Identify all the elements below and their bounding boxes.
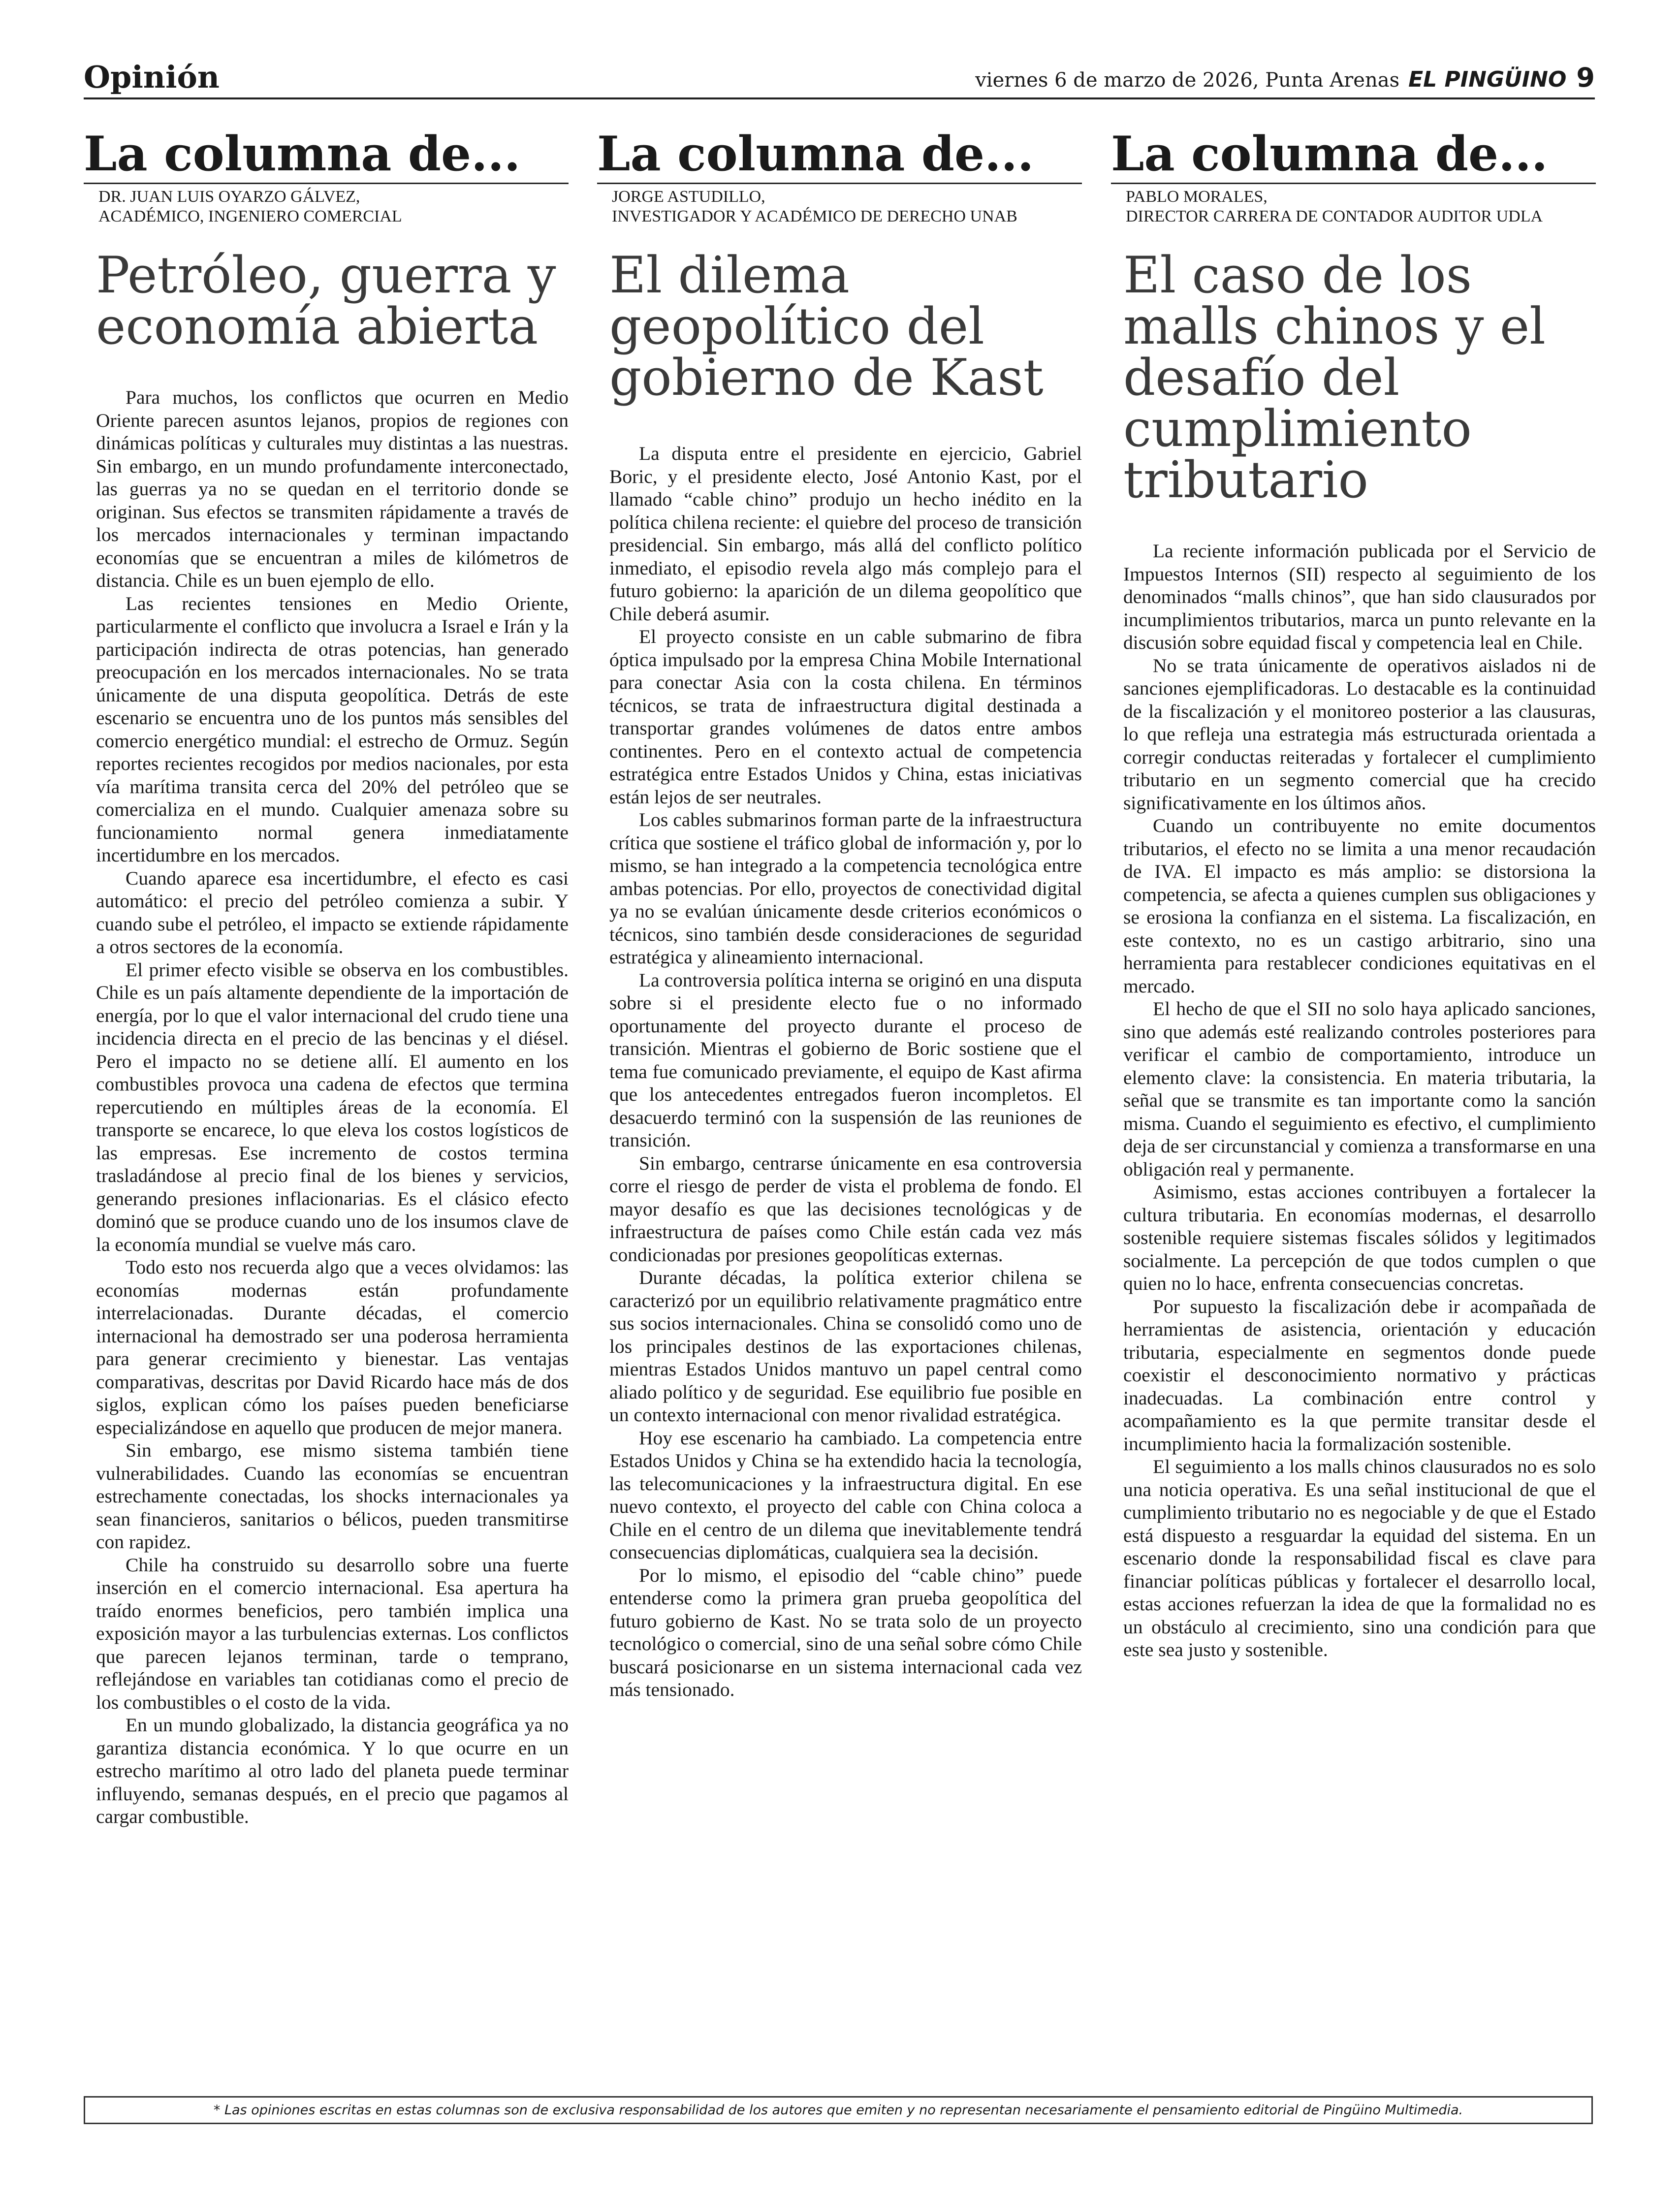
paragraph: Hoy ese escenario ha cambiado. La competencia entre Estados Unidos y China se ha extendido hacia la tecnología, las telecomunicaciones y la infraestructura digital. En ese nuevo contexto, el proyecto del cable con China coloca a Chile en el centro de un dilema que inevitablemente tendrá consecuencias diplomáticas, cualquiera sea la decisión.: [609, 1427, 1082, 1563]
page-header: [84, 59, 1595, 99]
article-headline: El dilema geopolítico del gobierno de Kast: [609, 246, 1044, 407]
disclaimer-footer: * Las opiniones escritas en estas columnas son de exclusiva responsabilidad de los autores que emiten y no representan necesariamente el pensamiento editorial de Pingüino Multimedia.: [84, 2096, 1593, 2124]
column-kicker: La columna de...: [84, 130, 569, 184]
paragraph: Para muchos, los conflictos que ocurren en Medio Oriente parecen asuntos lejanos, propios de regiones con dinámicas políticas y culturales muy distintas a las nuestras. Sin embargo, en un mundo profundamente interconectado, las guerras ya no se quedan en el territorio donde se originan. Sus efectos se transmiten rápidamente a través de los mercados internacionales y terminan impactando economías que se encuentran a miles de kilómetros de distancia. Chile es un buen ejemplo de ello.: [96, 386, 569, 591]
article-body: [609, 442, 1082, 1701]
article-body: [1123, 540, 1596, 1661]
date-place: viernes 6 de marzo de 2026, Punta Arenas: [975, 69, 1400, 92]
paragraph: Asimismo, estas acciones contribuyen a fortalecer la cultura tributaria. En economías modernas, el desarrollo sostenible requiere sistemas fiscales sólidos y legitimados socialmente. La percepción de que todos cumplen o que quien no lo hace, enfrenta consecuencias concretas.: [1123, 1181, 1596, 1294]
author-name: JORGE ASTUDILLO,: [612, 188, 765, 206]
author-byline: [1126, 187, 1596, 226]
author-name: DR. JUAN LUIS OYARZO GÁLVEZ,: [98, 188, 360, 206]
author-name: PABLO MORALES,: [1126, 188, 1268, 206]
article-headline: El caso de los malls chinos y el desafío del cumplimiento tributario: [1123, 246, 1546, 510]
paragraph: Sin embargo, ese mismo sistema también tiene vulnerabilidades. Cuando las economías se encuentran estrechamente conectadas, los shocks internacionales ya sean financieros, sanitarios o bélicos, pueden transmitirse con rapidez.: [96, 1439, 569, 1553]
opinion-column-1: [84, 126, 569, 1828]
author-byline: [98, 187, 569, 226]
paragraph: La controversia política interna se originó en una disputa sobre si el presidente electo fue o no informado oportunamente del proyecto durante el proceso de transición. Mientras el gobierno de Boric sostiene que el tema fue comunicado previamente, el equipo de Kast afirma que los antecedentes entregados fueron incompletos. El desacuerdo terminó con la suspensión de las reuniones de transición.: [609, 969, 1082, 1151]
paragraph: Las recientes tensiones en Medio Oriente, particularmente el conflicto que involucra a Israel e Irán y la participación indirecta de otras potencias, han generado preocupación en los mercados internacionales. No se trata únicamente de una disputa geopolítica. Detrás de este escenario se encuentra uno de los puntos más sensibles del comercio energético mundial: el estrecho de Ormuz. Según reportes recientes recogidos por medios nacionales, por esta vía marítima transita cerca del 20% del petróleo que se comercializa en el mundo. Cualquier amenaza sobre su funcionamiento normal genera inmediatamente incertidumbre en los mercados.: [96, 592, 569, 866]
section-title: Opinión: [84, 59, 220, 95]
paragraph: La reciente información publicada por el Servicio de Impuestos Internos (SII) respecto al seguimiento de los denominados “malls chinos”, que han sido clausurados por incumplimientos tributarios, marca un punto relevante en la discusión sobre equidad fiscal y competencia leal en Chile.: [1123, 540, 1596, 653]
opinion-column-3: [1111, 126, 1596, 1661]
paragraph: El primer efecto visible se observa en los combustibles. Chile es un país altamente dependiente de la importación de energía, por lo que el valor internacional del crudo tiene una incidencia directa en el precio de las bencinas y el diésel. Pero el impacto no se detiene allí. El aumento en los combustibles provoca una cadena de efectos que termina repercutiendo en múltiples áreas de la economía. El transporte se encarece, lo que eleva los costos logísticos de las empresas. Ese incremento de costos termina trasladándose al precio final de los bienes y servicios, generando presiones inflacionarias. Es el clásico efecto dominó que se produce cuando uno de los insumos clave de la economía mundial se vuelve más caro.: [96, 958, 569, 1255]
author-byline: [612, 187, 1082, 226]
header-info: [975, 62, 1595, 93]
paragraph: Por supuesto la fiscalización debe ir acompañada de herramientas de asistencia, orientación y educación tributaria, especialmente en segmentos donde puede coexistir el desconocimiento normativo y prácticas inadecuadas. La combinación entre control y acompañamiento es la que permite transitar desde el incumplimiento hacia la formalización sostenible.: [1123, 1295, 1596, 1455]
paragraph: El proyecto consiste en un cable submarino de fibra óptica impulsado por la empresa China Mobile International para conectar Asia con la costa chilena. En términos técnicos, se trata de infraestructura digital destinada a transportar grandes volúmenes de datos entre ambos continentes. Pero en el contexto actual de competencia estratégica entre Estados Unidos y China, estas iniciativas están lejos de ser neutrales.: [609, 626, 1082, 808]
paragraph: Chile ha construido su desarrollo sobre una fuerte inserción en el comercio internacional. Esa apertura ha traído enormes beneficios, pero también implica una exposición mayor a las turbulencias externas. Los conflictos que parecen lejanos terminan, tarde o temprano, reflejándose en variables tan cotidianas como el precio de los combustibles o el costo de la vida.: [96, 1554, 569, 1713]
newspaper-brand[interactable]: EL PINGÜINO: [1408, 67, 1567, 92]
opinion-column-2: [597, 126, 1082, 1701]
column-kicker: La columna de...: [597, 130, 1082, 184]
paragraph: Por lo mismo, el episodio del “cable chino” puede entenderse como la primera gran prueba geopolítica del futuro gobierno de Kast. No se trata solo de un proyecto tecnológico o comercial, sino de una señal sobre cómo Chile buscará posicionarse en un sistema internacional cada vez más tensionado.: [609, 1564, 1082, 1700]
paragraph: Sin embargo, centrarse únicamente en esa controversia corre el riesgo de perder de vista el problema de fondo. El mayor desafío es que las decisiones tecnológicas y de infraestructura de países como Chile están cada vez más condicionadas por presiones geopolíticas externas.: [609, 1152, 1082, 1266]
paragraph: Cuando aparece esa incertidumbre, el efecto es casi automático: el precio del petróleo comienza a subir. Y cuando sube el petróleo, el impacto se extiende rápidamente a otros sectores de la economía.: [96, 867, 569, 957]
paragraph: No se trata únicamente de operativos aislados ni de sanciones ejemplificadoras. Lo destacable es la continuidad de la fiscalización y el monitoreo posterior a las clausuras, lo que refleja una estrategia más estructurada orientada a corregir conductas reiteradas y fortalecer el cumplimiento tributario en un segmento comercial que ha crecido significativamente en los últimos años.: [1123, 654, 1596, 814]
paragraph: Durante décadas, la política exterior chilena se caracterizó por un equilibrio relativamente pragmático entre sus socios internacionales. China se consolidó como uno de los principales destinos de las exportaciones chilenas, mientras Estados Unidos mantuvo un papel central como aliado político y de seguridad. Ese equilibrio fue posible en un contexto internacional con menor rivalidad estratégica.: [609, 1267, 1082, 1426]
article-headline: Petróleo, guerra y economía abierta: [96, 246, 556, 356]
author-role: DIRECTOR CARRERA DE CONTADOR AUDITOR UDLA: [1126, 207, 1543, 225]
page-number: 9: [1576, 62, 1595, 93]
author-role: INVESTIGADOR Y ACADÉMICO DE DERECHO UNAB: [612, 207, 1017, 225]
paragraph: Cuando un contribuyente no emite documentos tributarios, el efecto no se limita a una menor recaudación de IVA. El impacto es más amplio: se distorsiona la competencia, se afecta a quienes cumplen sus obligaciones y se erosiona la confianza en el sistema. La fiscalización, en este contexto, no es un castigo arbitrario, sino una herramienta para restablecer condiciones equitativas en el mercado.: [1123, 815, 1596, 997]
column-kicker: La columna de...: [1111, 130, 1596, 184]
paragraph: El hecho de que el SII no solo haya aplicado sanciones, sino que además esté realizando controles posteriores para verificar el cambio de comportamiento, introduce un elemento clave: la consistencia. En materia tributaria, la señal que se transmite es tan importante como la sanción misma. Cuando el seguimiento es efectivo, el cumplimiento deja de ser circunstancial y comienza a transformarse en una obligación real y permanente.: [1123, 998, 1596, 1180]
paragraph: Todo esto nos recuerda algo que a veces olvidamos: las economías modernas están profundamente interrelacionadas. Durante décadas, el comercio internacional ha demostrado ser una poderosa herramienta para generar crecimiento y bienestar. Las ventajas comparativas, descritas por David Ricardo hace más de dos siglos, explican cómo los países pueden beneficiarse especializándose en aquello que producen de mejor manera.: [96, 1256, 569, 1438]
author-role: ACADÉMICO, INGENIERO COMERCIAL: [98, 207, 402, 225]
paragraph: El seguimiento a los malls chinos clausurados no es solo una noticia operativa. Es una señal institucional de que el cumplimiento tributario no es negociable y de que el Estado está dispuesto a resguardar la equidad del sistema. En un escenario donde la responsabilidad fiscal es clave para financiar políticas públicas y fortalecer el desarrollo local, estas acciones refuerzan la idea de que la formalidad no es un obstáculo al crecimiento, sino una condición para que este sea justo y sostenible.: [1123, 1456, 1596, 1660]
article-body: [96, 386, 569, 1828]
paragraph: En un mundo globalizado, la distancia geográfica ya no garantiza distancia económica. Y lo que ocurre en un estrecho marítimo al otro lado del planeta puede terminar influyendo, semanas después, en el precio que pagamos al cargar combustible.: [96, 1714, 569, 1827]
paragraph: La disputa entre el presidente en ejercicio, Gabriel Boric, y el presidente electo, José Antonio Kast, por el llamado “cable chino” produjo un hecho inédito en la política chilena reciente: el quiebre del proceso de transición presidencial. Sin embargo, más allá del conflicto político inmediato, el episodio revela algo más complejo para el futuro gobierno: la aparición de un dilema geopolítico que Chile deberá asumir.: [609, 443, 1082, 625]
paragraph: Los cables submarinos forman parte de la infraestructura crítica que sostiene el tráfico global de información y, por lo mismo, se han integrado a la competencia tecnológica entre ambas potencias. Por ello, proyectos de conectividad digital ya no se evalúan únicamente desde criterios económicos o técnicos, sino también desde consideraciones de seguridad estratégica y alineamiento internacional.: [609, 809, 1082, 968]
